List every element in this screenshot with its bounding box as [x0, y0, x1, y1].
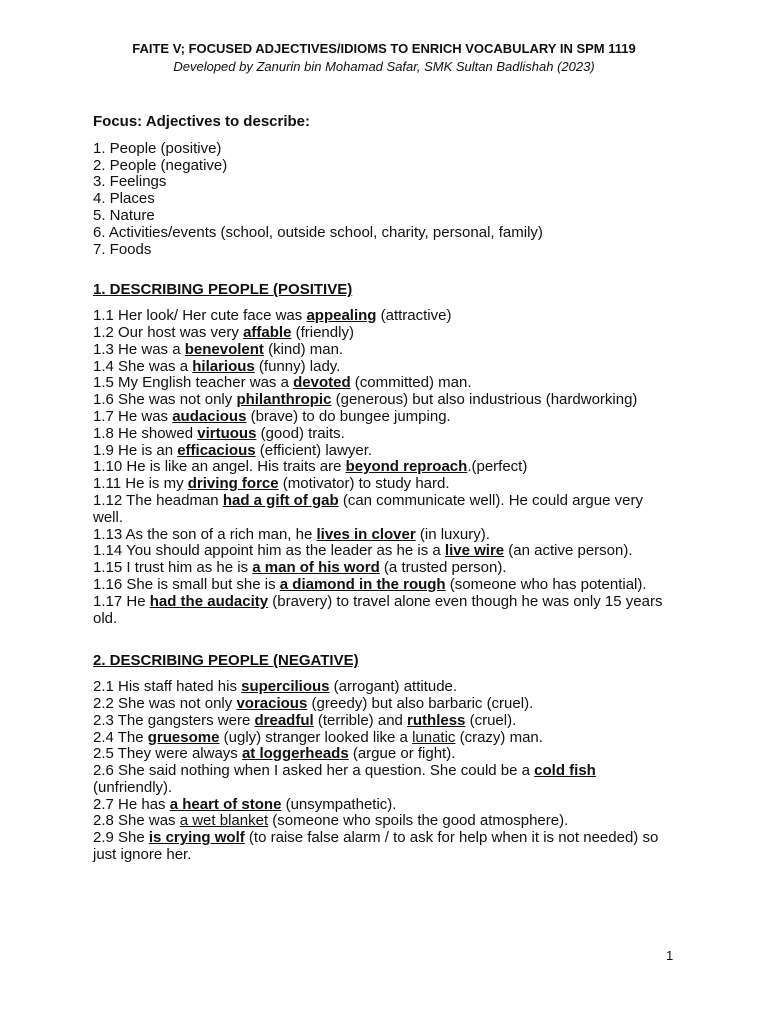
entry-text: (to raise false alarm / to ask for help when it is not needed) so just ignore her.: [93, 829, 659, 864]
entry-text: 1.7 He was: [93, 407, 173, 425]
entry-text: 1.2 Our host was very: [93, 323, 244, 341]
entry-text: (terrible) and: [313, 711, 408, 729]
entry-text: (crazy) man.: [455, 728, 543, 746]
document-body: [93, 114, 673, 864]
entry-line: [93, 696, 673, 713]
entry-line: [93, 797, 673, 814]
key-term: virtuous: [197, 424, 257, 442]
entry-line: [93, 443, 673, 460]
entry-line: [93, 409, 673, 426]
key-term: philanthropic: [236, 391, 332, 409]
key-term: had the audacity: [149, 592, 269, 610]
entry-text: (bravery) to travel alone even though he was only 15 years old.: [93, 592, 663, 627]
entry-text: (argue or fight).: [348, 745, 456, 763]
entry-text: 1.13 As the son of a rich man, he: [93, 525, 317, 543]
section-entries-negative: [93, 679, 673, 864]
page-header: [0, 40, 768, 76]
entry-line: [93, 763, 673, 797]
entry-line: [93, 577, 673, 594]
key-term: hilarious: [192, 357, 255, 375]
entry-line: [93, 543, 673, 560]
entry-line: [93, 308, 673, 325]
key-term: had a gift of gab: [222, 491, 339, 509]
key-term: efficacious: [177, 441, 256, 459]
key-term: voracious: [236, 694, 308, 712]
entry-text: (attractive): [376, 307, 452, 325]
entry-text: 2.9 She: [93, 829, 149, 847]
focus-item: 1. People (positive): [93, 139, 222, 157]
entry-text: (unsympathetic).: [281, 795, 397, 813]
entry-line: [93, 375, 673, 392]
entry-text: 1.8 He showed: [93, 424, 198, 442]
entry-text: (brave) to do bungee jumping.: [246, 407, 451, 425]
section-entries-positive: [93, 308, 673, 627]
entry-line: [93, 679, 673, 696]
entry-line: [93, 325, 673, 342]
focus-item: 7. Foods: [93, 240, 152, 258]
focus-item: 3. Feelings: [93, 173, 167, 191]
key-term: driving force: [187, 475, 279, 493]
entry-line: [93, 476, 673, 493]
entry-line: [93, 746, 673, 763]
entry-text: (generous) but also industrious (hardworking): [331, 391, 638, 409]
entry-text: 2.4 The: [93, 728, 148, 746]
entry-text: 1.16 She is small but she is: [93, 575, 280, 593]
entry-text: (committed) man.: [350, 374, 472, 392]
document-title: FAITE V; FOCUSED ADJECTIVES/IDIOMS TO ENRICH VOCABULARY IN SPM 1119: [132, 41, 636, 56]
key-term: live wire: [444, 542, 505, 560]
key-term: is crying wolf: [148, 829, 245, 847]
entry-line: [93, 730, 673, 747]
entry-text: 1.11 He is my: [93, 475, 188, 493]
key-term: audacious: [172, 407, 247, 425]
section-heading-positive: 1. DESCRIBING PEOPLE (POSITIVE): [93, 281, 353, 299]
entry-text: (in luxury).: [415, 525, 490, 543]
underlined-term: a wet blanket: [179, 812, 269, 830]
entry-text: 1.6 She was not only: [93, 391, 237, 409]
entry-text: (friendly): [291, 323, 354, 341]
key-term: gruesome: [147, 728, 220, 746]
entry-text: 2.3 The gangsters were: [93, 711, 255, 729]
entry-text: 2.8 She was: [93, 812, 180, 830]
key-term: beyond reproach: [345, 458, 468, 476]
entry-text: 2.7 He has: [93, 795, 170, 813]
key-term: supercilious: [241, 678, 330, 696]
entry-text: 1.15 I trust him as he is: [93, 559, 253, 577]
entry-text: 2.5 They were always: [93, 745, 242, 763]
entry-text: 2.6 She said nothing when I asked her a question. She could be a: [93, 762, 535, 780]
key-term: benevolent: [184, 340, 264, 358]
focus-list: [93, 141, 673, 259]
entry-text: (an active person).: [504, 542, 633, 560]
entry-text: (a trusted person).: [379, 559, 507, 577]
entry-line: [93, 342, 673, 359]
entry-text: 2.1 His staff hated his: [93, 678, 242, 696]
entry-text: (can communicate well). He could argue very well.: [93, 491, 643, 526]
entry-line: [93, 594, 673, 628]
entry-text: (arrogant) attitude.: [329, 678, 458, 696]
entry-text: 1.1 Her look/ Her cute face was: [93, 307, 307, 325]
entry-text: (funny) lady.: [254, 357, 341, 375]
entry-text: 2.2 She was not only: [93, 694, 237, 712]
entry-text: (good) traits.: [256, 424, 345, 442]
entry-text: (someone who spoils the good atmosphere).: [268, 812, 569, 830]
entry-text: 1.14 You should appoint him as the leader as he is a: [93, 542, 445, 560]
entry-line: [93, 392, 673, 409]
key-term: affable: [243, 323, 292, 341]
entry-text: (kind) man.: [263, 340, 344, 358]
key-term: lives in clover: [316, 525, 416, 543]
section-heading-negative: 2. DESCRIBING PEOPLE (NEGATIVE): [93, 652, 359, 670]
focus-item: 5. Nature: [93, 206, 155, 224]
entry-text: (cruel).: [465, 711, 517, 729]
entry-text: (efficient) lawyer.: [255, 441, 373, 459]
entry-text: (someone who has potential).: [445, 575, 647, 593]
entry-text: 1.12 The headman: [93, 491, 223, 509]
entry-text: (unfriendly).: [93, 778, 173, 796]
entry-text: 1.9 He is an: [93, 441, 178, 459]
entry-line: [93, 359, 673, 376]
key-term: dreadful: [254, 711, 314, 729]
entry-text: 1.5 My English teacher was a: [93, 374, 294, 392]
entry-line: [93, 830, 673, 864]
page-number: 1: [666, 948, 674, 963]
entry-line: [93, 459, 673, 476]
key-term: at loggerheads: [241, 745, 349, 763]
entry-line: [93, 493, 673, 527]
focus-item: 6. Activities/events (school, outside school, charity, personal, family): [93, 223, 543, 241]
entry-text: 1.10 He is like an angel. His traits are: [93, 458, 346, 476]
entry-line: [93, 560, 673, 577]
entry-line: [93, 813, 673, 830]
key-term: a diamond in the rough: [279, 575, 446, 593]
key-term: appealing: [306, 307, 377, 325]
document-subtitle: Developed by Zanurin bin Mohamad Safar, SMK Sultan Badlishah (2023): [173, 59, 595, 74]
entry-text: (motivator) to study hard.: [278, 475, 450, 493]
entry-text: (greedy) but also barbaric (cruel).: [307, 694, 534, 712]
entry-text: (ugly) stranger looked like a: [219, 728, 413, 746]
entry-text: 1.4 She was a: [93, 357, 193, 375]
entry-text: .(perfect): [467, 458, 528, 476]
entry-line: [93, 426, 673, 443]
entry-line: [93, 527, 673, 544]
key-term: devoted: [293, 374, 351, 392]
focus-item: 4. Places: [93, 190, 155, 208]
entry-line: [93, 713, 673, 730]
key-term: cold fish: [534, 762, 596, 780]
underlined-term: lunatic: [412, 728, 456, 746]
entry-text: 1.3 He was a: [93, 340, 185, 358]
entry-text: 1.17 He: [93, 592, 150, 610]
focus-heading: Focus: Adjectives to describe:: [93, 113, 311, 130]
key-term: a heart of stone: [169, 795, 282, 813]
key-term: a man of his word: [252, 559, 380, 577]
key-term: ruthless: [407, 711, 466, 729]
focus-item: 2. People (negative): [93, 156, 228, 174]
